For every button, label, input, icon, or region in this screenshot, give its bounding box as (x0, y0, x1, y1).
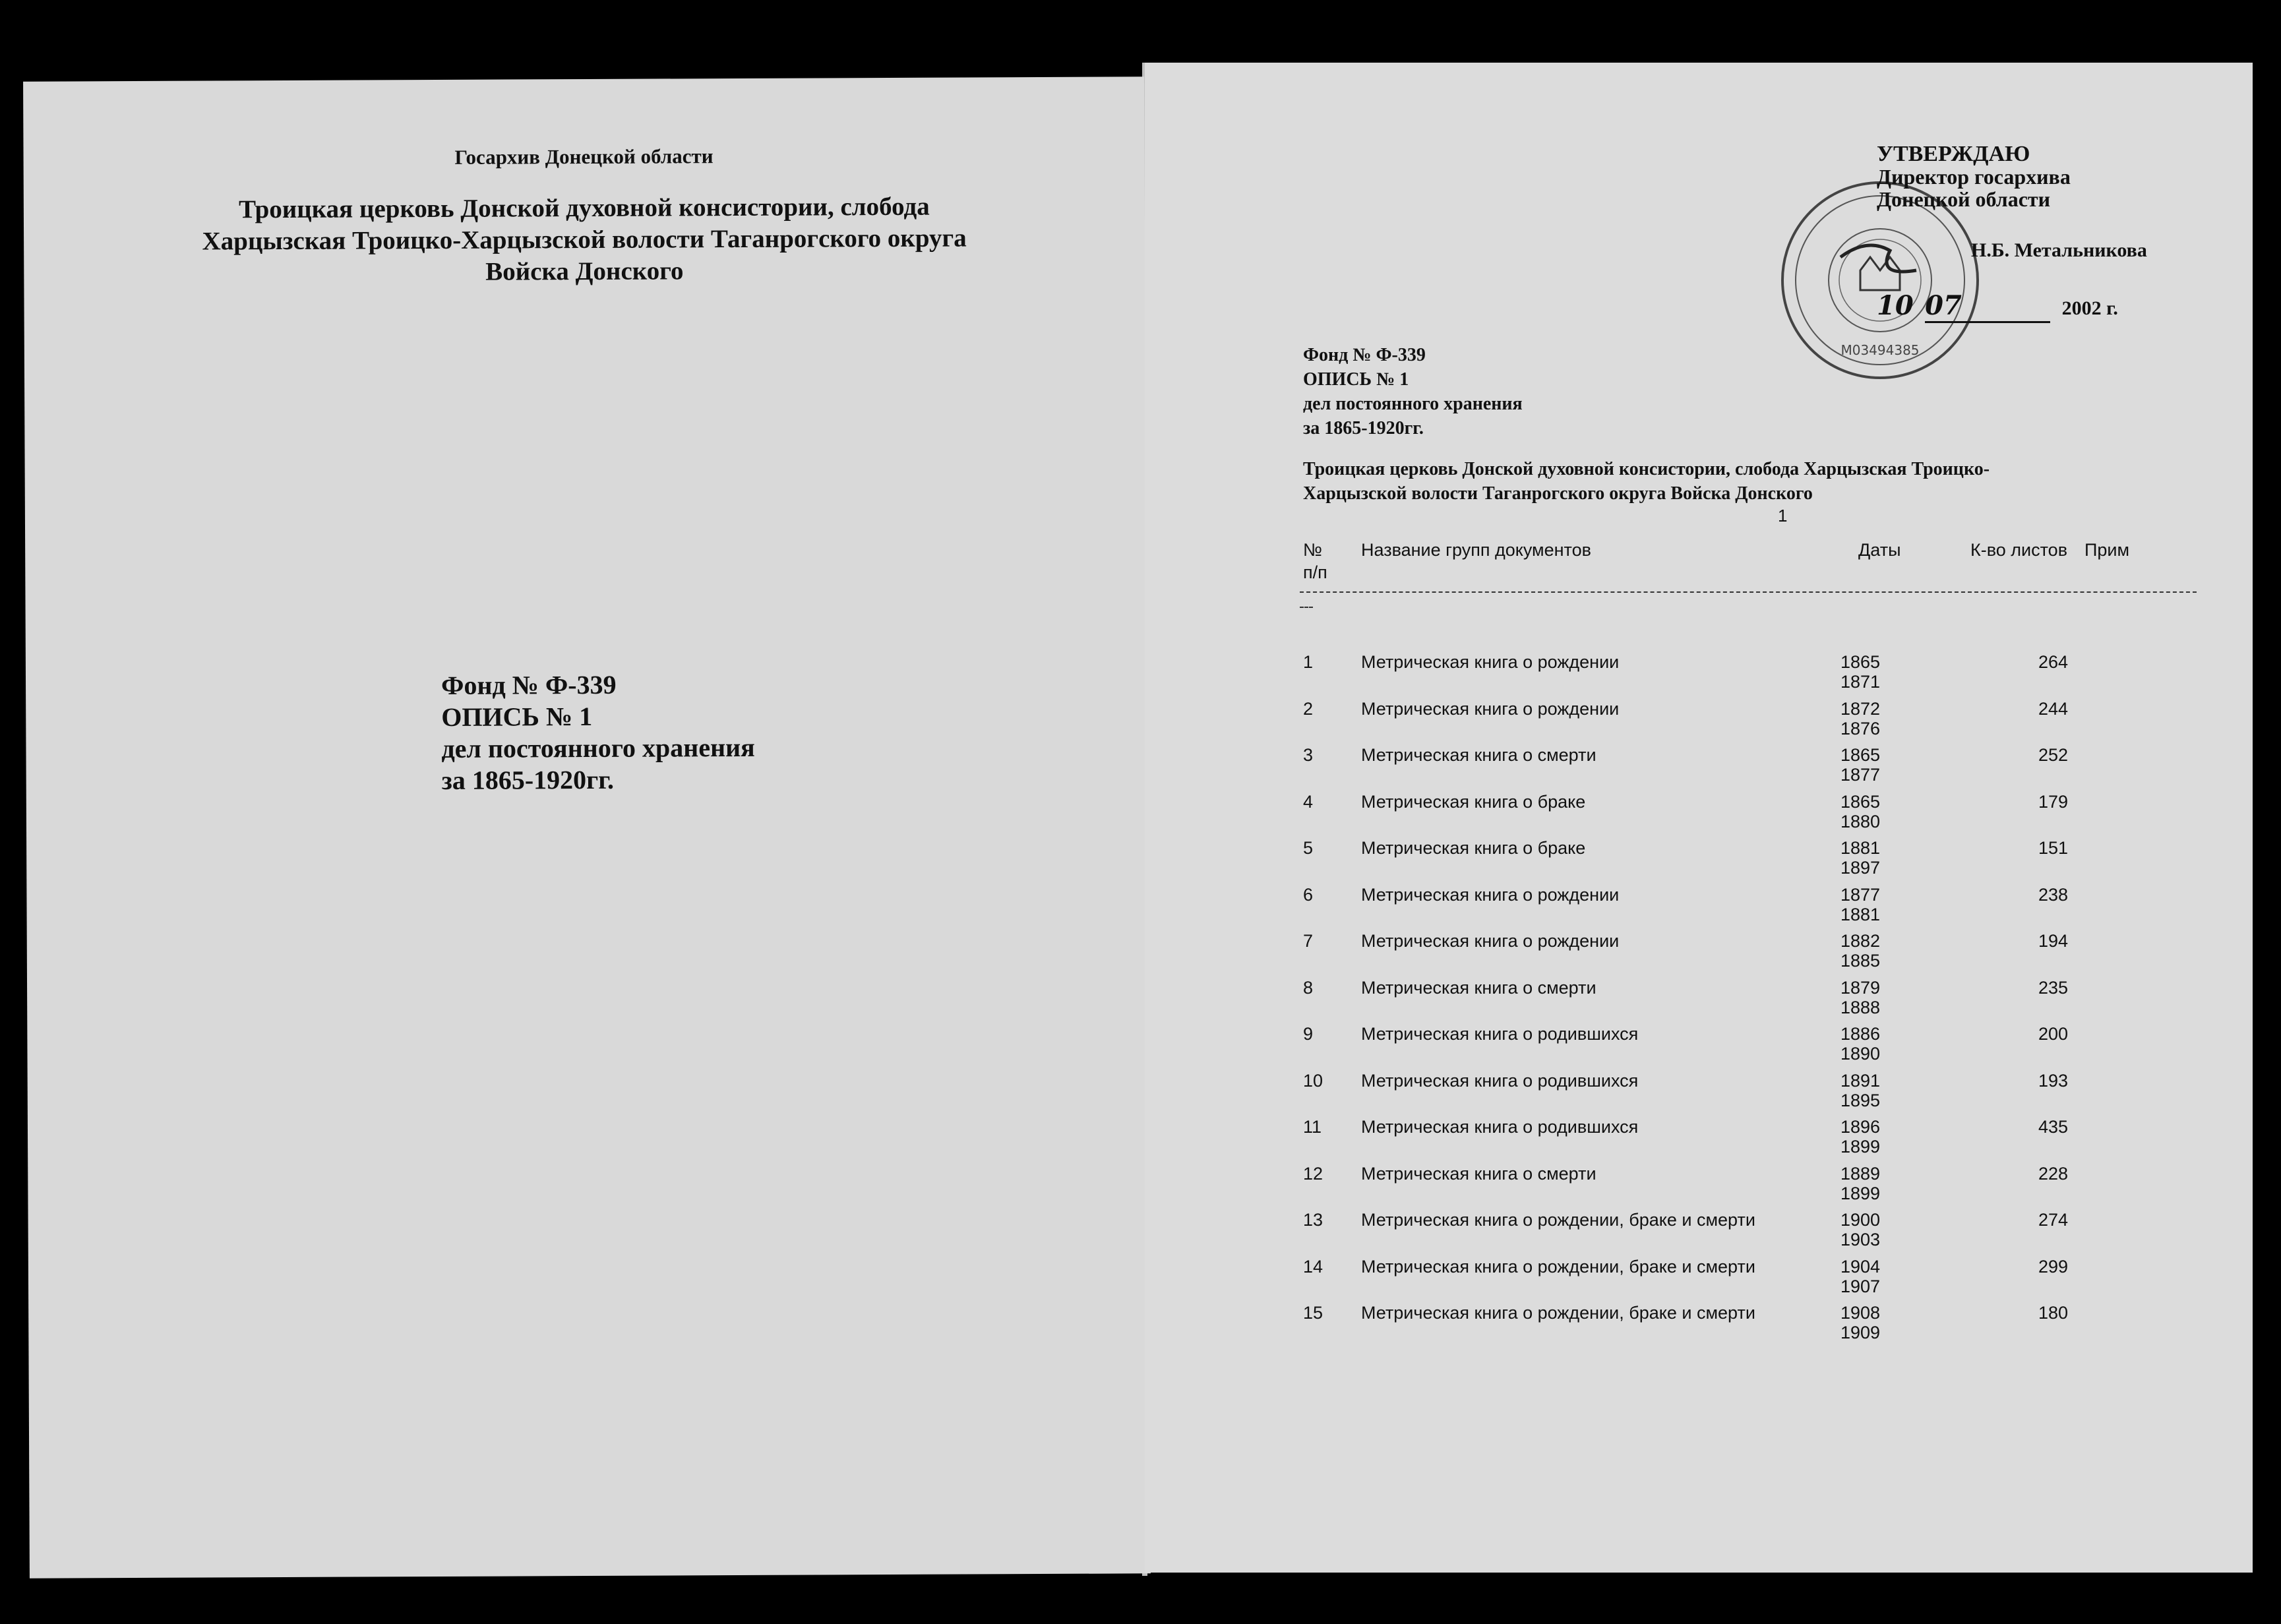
date-year: 2002 г. (2061, 297, 2118, 319)
fond-block (441, 669, 755, 797)
row-date-to: 1899 (1840, 1137, 1881, 1157)
row-number: 3 (1303, 745, 1314, 765)
row-date-to: 1897 (1840, 858, 1881, 878)
inventory-number: ОПИСЬ № 1 (1303, 369, 1409, 390)
row-date-to: 1907 (1840, 1276, 1881, 1296)
row-dates (1840, 1071, 1880, 1110)
row-number: 6 (1303, 884, 1314, 905)
row-dates (1840, 1164, 1880, 1203)
row-sheets: 274 (2038, 1210, 2068, 1230)
fund-title (156, 191, 1014, 289)
row-number: 13 (1303, 1210, 1323, 1230)
director-name: Н.Б. Метальникова (1971, 239, 2147, 261)
row-date-from: 1865 (1840, 745, 1881, 765)
row-number: 2 (1303, 698, 1314, 719)
row-number: 5 (1303, 838, 1314, 858)
table-row (1303, 745, 2200, 792)
inventory-page (1145, 63, 2253, 1573)
row-date-from: 1886 (1840, 1024, 1881, 1044)
row-date-to: 1877 (1840, 765, 1881, 785)
row-sheets: 252 (2038, 745, 2068, 765)
row-date-to: 1888 (1840, 997, 1881, 1017)
row-name: Метрическая книга о рождении (1361, 884, 1620, 905)
row-date-from: 1877 (1840, 884, 1881, 905)
row-dates (1840, 745, 1880, 785)
table-row (1303, 1117, 2200, 1164)
table-row (1303, 1257, 2200, 1304)
header-sheets: К-во листов (1970, 540, 2068, 560)
approval-heading: УТВЕРЖДАЮ (1877, 142, 2030, 166)
table-row (1303, 1071, 2200, 1118)
table-row (1303, 1210, 2200, 1257)
row-number: 12 (1303, 1163, 1323, 1184)
row-sheets: 193 (2038, 1070, 2068, 1091)
row-sheets: 228 (2038, 1163, 2068, 1184)
row-sheets: 194 (2038, 931, 2068, 951)
row-name: Метрическая книга о рождении (1361, 652, 1620, 672)
row-date-from: 1900 (1840, 1210, 1881, 1230)
row-number: 1 (1303, 652, 1314, 672)
storage-type: дел постоянного хранения (1303, 394, 1523, 414)
approval-date (1877, 290, 2118, 323)
row-number: 8 (1303, 977, 1314, 998)
table-row (1303, 699, 2200, 746)
row-name: Метрическая книга о рождении, браке и смерти (1361, 1210, 1755, 1230)
row-name: Метрическая книга о смерти (1361, 745, 1597, 765)
row-name: Метрическая книга о родившихся (1361, 1024, 1639, 1044)
row-dates (1840, 1117, 1880, 1157)
table-row (1303, 931, 2200, 978)
row-sheets: 238 (2038, 884, 2068, 905)
row-date-to: 1876 (1840, 718, 1881, 738)
row-date-to: 1880 (1840, 811, 1881, 831)
approval-organization: Донецкой области (1877, 187, 2051, 211)
fond-block (1303, 343, 1523, 440)
row-number: 4 (1303, 791, 1314, 812)
row-dates (1840, 1024, 1880, 1064)
header-note: Прим (2084, 540, 2130, 560)
table-row (1303, 792, 2200, 839)
fund-title-line: Харцызская Троицко-Харцызской волости Таганрогского округа (202, 224, 967, 256)
row-dates (1840, 699, 1880, 738)
approval-block (1877, 143, 2071, 210)
row-date-to: 1871 (1840, 672, 1881, 692)
fund-title-line: Троицкая церковь Донской духовной консистории, слобода (238, 192, 930, 224)
date-day: 10 (1877, 290, 1914, 321)
table-row (1303, 652, 2200, 699)
header-dates: Даты (1858, 540, 1901, 560)
row-name: Метрическая книга о рождении, браке и смерти (1361, 1256, 1755, 1277)
date-range: за 1865-1920гг. (1303, 418, 1424, 438)
row-sheets: 179 (2038, 791, 2068, 812)
row-number: 9 (1303, 1024, 1314, 1044)
date-month: 07 (1925, 290, 1962, 321)
row-date-to: 1881 (1840, 904, 1881, 924)
row-sheets: 235 (2038, 977, 2068, 998)
table-row (1303, 1164, 2200, 1211)
fund-title-line: Войска Донского (485, 256, 684, 286)
row-name: Метрическая книга о родившихся (1361, 1070, 1639, 1091)
row-dates (1840, 652, 1880, 692)
row-sheets: 180 (2038, 1303, 2068, 1323)
storage-type: дел постоянного хранения (441, 732, 755, 764)
row-dates (1840, 1210, 1880, 1249)
fond-number: Фонд № Ф-339 (441, 669, 617, 700)
approval-position: Директор госархива (1877, 165, 2071, 189)
row-name: Метрическая книга о смерти (1361, 1163, 1597, 1184)
header-rule-tail (1300, 607, 1313, 608)
inventory-number: ОПИСЬ № 1 (441, 701, 593, 732)
row-date-to: 1885 (1840, 951, 1881, 971)
fond-number: Фонд № Ф-339 (1303, 345, 1426, 365)
row-date-to: 1890 (1840, 1044, 1881, 1064)
fund-title-line: Харцызской волости Таганрогского округа Войска Донского (1303, 483, 1813, 504)
row-date-from: 1889 (1840, 1163, 1881, 1184)
archive-name: Госархив Донецкой области (454, 144, 714, 169)
table-row (1303, 1303, 2200, 1350)
row-number: 14 (1303, 1256, 1323, 1277)
row-sheets: 435 (2038, 1117, 2068, 1137)
row-sheets: 264 (2038, 652, 2068, 672)
row-date-from: 1908 (1840, 1303, 1881, 1323)
table-header (1303, 539, 2200, 611)
row-sheets: 200 (2038, 1024, 2068, 1044)
header-number: № п/п (1303, 540, 1327, 582)
row-number: 7 (1303, 931, 1314, 951)
row-dates (1840, 1257, 1880, 1296)
row-dates (1840, 792, 1880, 831)
page-number: 1 (1778, 506, 1788, 526)
row-dates (1840, 838, 1880, 878)
title-page (23, 76, 1151, 1578)
row-name: Метрическая книга о рождении (1361, 698, 1620, 719)
row-name: Метрическая книга о браке (1361, 791, 1586, 812)
row-number: 11 (1303, 1117, 1322, 1137)
fund-title (1303, 457, 2226, 506)
stamp-code: М03494385 (1840, 342, 1920, 358)
row-date-from: 1896 (1840, 1117, 1881, 1137)
row-date-from: 1891 (1840, 1070, 1881, 1091)
row-name: Метрическая книга о родившихся (1361, 1117, 1639, 1137)
row-dates (1840, 1303, 1880, 1342)
row-date-to: 1903 (1840, 1230, 1881, 1249)
table-row (1303, 1024, 2200, 1071)
row-date-from: 1881 (1840, 838, 1881, 858)
table-body (1303, 652, 2200, 1350)
row-dates (1840, 885, 1880, 924)
row-sheets: 299 (2038, 1256, 2068, 1277)
table-row (1303, 978, 2200, 1025)
row-name: Метрическая книга о рождении, браке и смерти (1361, 1303, 1755, 1323)
table-row (1303, 885, 2200, 932)
fund-title-line: Троицкая церковь Донской духовной консистории, слобода Харцызская Троицко- (1303, 459, 1990, 479)
header-rule (1300, 591, 2197, 593)
row-sheets: 244 (2038, 698, 2068, 719)
row-date-from: 1865 (1840, 652, 1881, 672)
row-date-from: 1904 (1840, 1256, 1881, 1277)
header-name: Название групп документов (1361, 540, 1591, 560)
row-date-to: 1899 (1840, 1183, 1881, 1203)
row-date-from: 1882 (1840, 931, 1881, 951)
row-name: Метрическая книга о смерти (1361, 977, 1597, 998)
inventory-table (1303, 539, 2200, 1350)
row-dates (1840, 978, 1880, 1017)
row-date-to: 1895 (1840, 1090, 1881, 1110)
row-date-from: 1879 (1840, 977, 1881, 998)
row-date-from: 1872 (1840, 698, 1881, 719)
row-date-to: 1909 (1840, 1323, 1881, 1342)
row-number: 10 (1303, 1070, 1323, 1091)
row-dates (1840, 931, 1880, 971)
row-date-from: 1865 (1840, 791, 1881, 812)
row-number: 15 (1303, 1303, 1323, 1323)
row-name: Метрическая книга о браке (1361, 838, 1586, 858)
row-sheets: 151 (2038, 838, 2068, 858)
table-row (1303, 838, 2200, 885)
row-name: Метрическая книга о рождении (1361, 931, 1620, 951)
date-range: за 1865-1920гг. (441, 764, 615, 795)
